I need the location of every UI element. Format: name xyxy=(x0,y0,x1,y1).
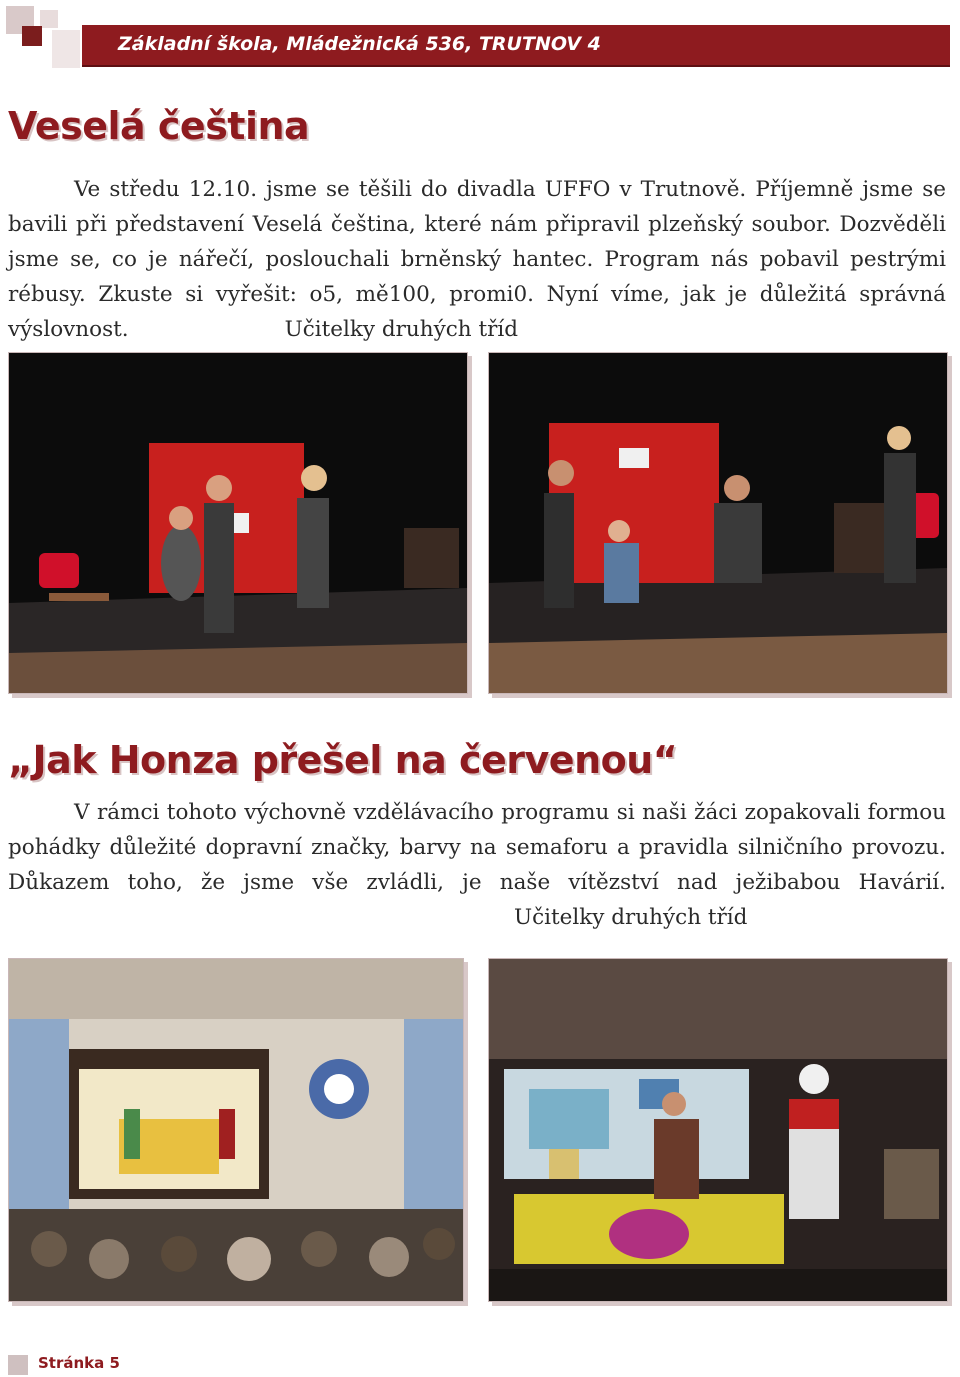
header-decor-square xyxy=(22,26,42,46)
page-number: Stránka 5 xyxy=(38,1354,120,1372)
article-text: Ve středu 12.10. jsme se těšili do divadla UFFO v Trutnově. Příjemně jsme se bavili při představení Veselá čeština, které nám připravil plzeňský soubor. Dozvěděli jsme se, co je nářečí, poslouchali brněnský hantec. Program nás pobavil pestrými rébusy. Zkuste si vyřešit: o5, mě100, promi0. Nyní víme, jak je důležitá správná výslovnost. xyxy=(8,177,946,342)
article-text: V rámci tohoto výchovně vzdělávacího programu si naši žáci zopakovali formou pohádky důležité dopravní značky, barvy na semaforu a pravidla silničního provozu. Důkazem toho, že jsme vše zvládli, je naše vítězství nad ježibabou Havárií. xyxy=(8,800,946,895)
header-decor-shadow xyxy=(52,30,80,68)
article-signature: Učitelky druhých tříd xyxy=(284,317,519,342)
footer-decor-square xyxy=(8,1355,28,1375)
article-body xyxy=(8,795,946,935)
article-signature: Učitelky druhých tříd xyxy=(514,905,748,930)
article-title: „Jak Honza přešel na červenou“ xyxy=(8,738,678,782)
photo-theatre-stage-2 xyxy=(488,352,948,694)
photo-school-hall xyxy=(8,958,464,1302)
school-name: Základní škola, Mládežnická 536, TRUTNOV 4 xyxy=(118,33,601,55)
photo-fairy-tale-stage xyxy=(488,958,948,1302)
header-decor-square xyxy=(40,10,58,28)
photo-theatre-stage-1 xyxy=(8,352,468,694)
article-title: Veselá čeština xyxy=(8,104,310,148)
article-body xyxy=(8,172,946,347)
